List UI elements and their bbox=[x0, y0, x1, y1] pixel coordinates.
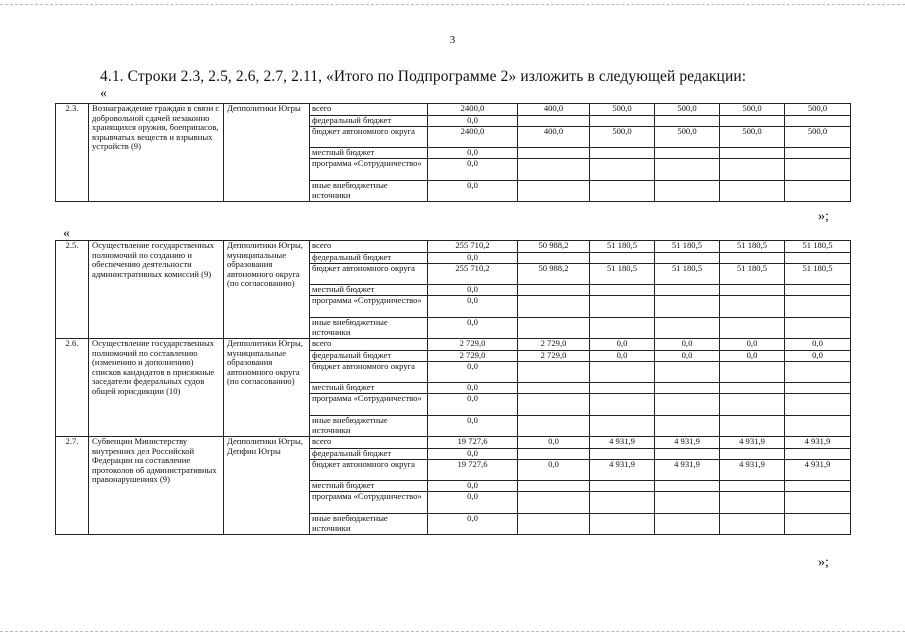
amount-total-cell: 0,0 bbox=[428, 148, 518, 159]
amount-year-cell: 4 931,9 bbox=[720, 460, 785, 481]
funding-source: программа «Сотрудничество» bbox=[310, 394, 428, 416]
funding-source: программа «Сотрудничество» bbox=[310, 492, 428, 514]
amount-year-cell: 500,0 bbox=[655, 104, 720, 116]
funding-source: бюджет автономного округа bbox=[310, 264, 428, 285]
amount-year-cell bbox=[518, 253, 590, 264]
amount-year-cell bbox=[655, 318, 720, 339]
amount-year-cell: 4 931,9 bbox=[720, 437, 785, 449]
opening-quote: « bbox=[63, 226, 70, 241]
amount-year-cell bbox=[785, 362, 851, 383]
amount-year-cell: 500,0 bbox=[720, 104, 785, 116]
amendment-heading: 4.1. Строки 2.3, 2.5, 2.6, 2.7, 2.11, «Итого по Подпрограмме 2» изложить в следующей редакции: bbox=[100, 68, 747, 85]
amount-year-cell bbox=[655, 449, 720, 460]
amount-year-cell: 2 729,0 bbox=[518, 351, 590, 362]
amount-total-cell: 2 729,0 bbox=[428, 351, 518, 362]
amount-year-cell bbox=[590, 159, 655, 181]
funding-source: иные внебюджетные источники bbox=[310, 318, 428, 339]
amount-year-cell bbox=[518, 492, 590, 514]
responsible-executor: Депполитики Югры, муниципальные образования автономного округа (по согласованию) bbox=[224, 241, 310, 339]
closing-quote: »; bbox=[818, 555, 829, 570]
scan-border-bottom bbox=[0, 631, 905, 632]
amount-year-cell: 4 931,9 bbox=[785, 437, 851, 449]
amount-year-cell bbox=[720, 449, 785, 460]
amount-year-cell bbox=[655, 492, 720, 514]
amount-year-cell bbox=[655, 159, 720, 181]
amount-year-cell bbox=[720, 394, 785, 416]
funding-source: программа «Сотрудничество» bbox=[310, 159, 428, 181]
amount-year-cell bbox=[785, 394, 851, 416]
amount-total-cell: 255 710,2 bbox=[428, 241, 518, 253]
amount-total-cell: 0,0 bbox=[428, 181, 518, 202]
amount-year-cell bbox=[785, 116, 851, 127]
funding-source: федеральный бюджет bbox=[310, 351, 428, 362]
amount-total-cell: 0,0 bbox=[428, 383, 518, 394]
funding-source: бюджет автономного округа bbox=[310, 362, 428, 383]
amount-year-cell bbox=[518, 394, 590, 416]
activity-name: Осуществление государственных полномочий по составлению (изменению и дополнению) списков кандидатов в присяжные заседатели федеральных судов общей юрисдикции (10) bbox=[89, 339, 224, 437]
amount-year-cell bbox=[590, 253, 655, 264]
funding-source: всего bbox=[310, 241, 428, 253]
amount-year-cell bbox=[655, 383, 720, 394]
amount-year-cell: 4 931,9 bbox=[655, 460, 720, 481]
amount-year-cell bbox=[590, 383, 655, 394]
funding-source: всего bbox=[310, 104, 428, 116]
amount-year-cell bbox=[590, 296, 655, 318]
amount-year-cell bbox=[590, 449, 655, 460]
amount-year-cell bbox=[720, 383, 785, 394]
funding-source: местный бюджет bbox=[310, 481, 428, 492]
amount-year-cell bbox=[720, 362, 785, 383]
amount-year-cell: 4 931,9 bbox=[590, 437, 655, 449]
amount-total-cell: 0,0 bbox=[428, 296, 518, 318]
amount-year-cell bbox=[655, 148, 720, 159]
responsible-executor: Депполитики Югры, муниципальные образования автономного округа (по согласованию) bbox=[224, 339, 310, 437]
amount-year-cell bbox=[785, 481, 851, 492]
amount-year-cell bbox=[785, 148, 851, 159]
funding-source: местный бюджет bbox=[310, 383, 428, 394]
amount-year-cell bbox=[518, 116, 590, 127]
amount-year-cell: 51 180,5 bbox=[785, 264, 851, 285]
amount-year-cell bbox=[590, 492, 655, 514]
amount-total-cell: 0,0 bbox=[428, 449, 518, 460]
amount-year-cell bbox=[590, 416, 655, 437]
amount-year-cell bbox=[655, 362, 720, 383]
amount-year-cell bbox=[590, 181, 655, 202]
amount-year-cell bbox=[720, 416, 785, 437]
amount-year-cell bbox=[720, 181, 785, 202]
amount-year-cell: 4 931,9 bbox=[785, 460, 851, 481]
amount-year-cell: 500,0 bbox=[590, 104, 655, 116]
amount-year-cell bbox=[785, 383, 851, 394]
amount-year-cell: 500,0 bbox=[785, 127, 851, 148]
amount-year-cell: 400,0 bbox=[518, 104, 590, 116]
amount-year-cell bbox=[720, 116, 785, 127]
amount-year-cell: 0,0 bbox=[785, 339, 851, 351]
amount-year-cell bbox=[655, 253, 720, 264]
page-number: 3 bbox=[449, 34, 456, 46]
activity-name: Вознаграждение граждан в связи с добровольной сдачей незаконно хранящихся оружия, боеприпасов, взрывчатых веществ и взрывных устройств (9) bbox=[89, 104, 224, 202]
amount-year-cell bbox=[655, 296, 720, 318]
funding-source: всего bbox=[310, 437, 428, 449]
amount-year-cell bbox=[720, 285, 785, 296]
amount-year-cell: 0,0 bbox=[590, 339, 655, 351]
amount-year-cell bbox=[785, 253, 851, 264]
row-number: 2.5. bbox=[56, 241, 89, 339]
amount-year-cell bbox=[785, 416, 851, 437]
amount-year-cell bbox=[590, 285, 655, 296]
amount-year-cell: 0,0 bbox=[655, 351, 720, 362]
amount-year-cell bbox=[785, 492, 851, 514]
row-number: 2.7. bbox=[56, 437, 89, 535]
activity-name: Субвенции Министерству внутренних дел Российской Федерации на составление протоколов об административных правонарушениях (9) bbox=[89, 437, 224, 535]
funding-source: всего bbox=[310, 339, 428, 351]
amount-year-cell bbox=[720, 148, 785, 159]
budget-table-row-2-3 bbox=[55, 103, 851, 202]
funding-source: иные внебюджетные источники bbox=[310, 181, 428, 202]
scan-border-top bbox=[0, 4, 905, 5]
amount-total-cell: 0,0 bbox=[428, 394, 518, 416]
amount-year-cell bbox=[655, 394, 720, 416]
amount-year-cell bbox=[720, 514, 785, 535]
amount-year-cell bbox=[655, 481, 720, 492]
amount-year-cell bbox=[785, 318, 851, 339]
activity-name: Осуществление государственных полномочий по созданию и обеспечению деятельности административных комиссий (9) bbox=[89, 241, 224, 339]
amount-year-cell bbox=[720, 492, 785, 514]
amount-year-cell: 500,0 bbox=[785, 104, 851, 116]
budget-table-rows-2-5-to-2-7 bbox=[55, 240, 851, 535]
table-row bbox=[56, 241, 851, 253]
amount-year-cell bbox=[655, 116, 720, 127]
amount-year-cell: 500,0 bbox=[655, 127, 720, 148]
amount-total-cell: 0,0 bbox=[428, 416, 518, 437]
amount-total-cell: 2400,0 bbox=[428, 127, 518, 148]
row-number: 2.6. bbox=[56, 339, 89, 437]
table-row bbox=[56, 437, 851, 449]
funding-source: местный бюджет bbox=[310, 148, 428, 159]
amount-year-cell: 0,0 bbox=[655, 339, 720, 351]
responsible-executor: Депполитики Югры bbox=[224, 104, 310, 202]
amount-year-cell bbox=[590, 148, 655, 159]
amount-year-cell bbox=[518, 514, 590, 535]
amount-year-cell: 51 180,5 bbox=[720, 241, 785, 253]
funding-source: иные внебюджетные источники bbox=[310, 514, 428, 535]
amount-year-cell bbox=[720, 296, 785, 318]
amount-year-cell bbox=[655, 285, 720, 296]
amount-year-cell bbox=[720, 159, 785, 181]
amount-year-cell bbox=[590, 362, 655, 383]
amount-year-cell: 4 931,9 bbox=[590, 460, 655, 481]
amount-year-cell: 51 180,5 bbox=[590, 241, 655, 253]
opening-quote: « bbox=[100, 86, 107, 101]
amount-year-cell: 51 180,5 bbox=[655, 241, 720, 253]
amount-total-cell: 2400,0 bbox=[428, 104, 518, 116]
amount-year-cell bbox=[518, 383, 590, 394]
amount-year-cell: 51 180,5 bbox=[720, 264, 785, 285]
amount-total-cell: 0,0 bbox=[428, 253, 518, 264]
amount-year-cell: 50 988,2 bbox=[518, 264, 590, 285]
amount-year-cell bbox=[518, 481, 590, 492]
amount-year-cell: 500,0 bbox=[720, 127, 785, 148]
amount-year-cell bbox=[785, 159, 851, 181]
amount-year-cell bbox=[785, 285, 851, 296]
amount-year-cell bbox=[720, 318, 785, 339]
amount-total-cell: 19 727,6 bbox=[428, 460, 518, 481]
amount-year-cell: 51 180,5 bbox=[590, 264, 655, 285]
amount-total-cell: 0,0 bbox=[428, 285, 518, 296]
amount-year-cell bbox=[785, 296, 851, 318]
funding-source: иные внебюджетные источники bbox=[310, 416, 428, 437]
amount-year-cell bbox=[590, 514, 655, 535]
amount-year-cell bbox=[590, 481, 655, 492]
amount-total-cell: 255 710,2 bbox=[428, 264, 518, 285]
amount-year-cell bbox=[655, 416, 720, 437]
amount-total-cell: 0,0 bbox=[428, 481, 518, 492]
amount-year-cell: 0,0 bbox=[590, 351, 655, 362]
amount-year-cell: 4 931,9 bbox=[655, 437, 720, 449]
amount-year-cell: 0,0 bbox=[785, 351, 851, 362]
amount-year-cell bbox=[518, 159, 590, 181]
amount-year-cell: 2 729,0 bbox=[518, 339, 590, 351]
amount-year-cell bbox=[655, 514, 720, 535]
amount-year-cell bbox=[590, 394, 655, 416]
funding-source: федеральный бюджет bbox=[310, 253, 428, 264]
funding-source: бюджет автономного округа bbox=[310, 460, 428, 481]
amount-total-cell: 2 729,0 bbox=[428, 339, 518, 351]
amount-total-cell: 0,0 bbox=[428, 514, 518, 535]
amount-year-cell: 500,0 bbox=[590, 127, 655, 148]
amount-total-cell: 0,0 bbox=[428, 318, 518, 339]
funding-source: федеральный бюджет bbox=[310, 449, 428, 460]
table-row bbox=[56, 339, 851, 351]
amount-year-cell: 50 988,2 bbox=[518, 241, 590, 253]
amount-year-cell bbox=[518, 296, 590, 318]
amount-year-cell bbox=[785, 449, 851, 460]
table-row bbox=[56, 104, 851, 116]
closing-quote: »; bbox=[818, 209, 829, 224]
amount-year-cell: 0,0 bbox=[518, 437, 590, 449]
amount-year-cell bbox=[518, 181, 590, 202]
amount-year-cell: 0,0 bbox=[720, 351, 785, 362]
amount-total-cell: 0,0 bbox=[428, 116, 518, 127]
amount-total-cell: 19 727,6 bbox=[428, 437, 518, 449]
amount-year-cell bbox=[518, 449, 590, 460]
amount-year-cell bbox=[720, 253, 785, 264]
amount-year-cell: 0,0 bbox=[518, 460, 590, 481]
funding-source: бюджет автономного округа bbox=[310, 127, 428, 148]
amount-year-cell: 51 180,5 bbox=[655, 264, 720, 285]
amount-year-cell bbox=[655, 181, 720, 202]
amount-year-cell: 0,0 bbox=[720, 339, 785, 351]
funding-source: местный бюджет bbox=[310, 285, 428, 296]
amount-year-cell bbox=[785, 181, 851, 202]
amount-year-cell: 400,0 bbox=[518, 127, 590, 148]
amount-year-cell bbox=[518, 416, 590, 437]
amount-year-cell bbox=[518, 148, 590, 159]
amount-total-cell: 0,0 bbox=[428, 492, 518, 514]
amount-year-cell bbox=[785, 514, 851, 535]
amount-total-cell: 0,0 bbox=[428, 362, 518, 383]
funding-source: федеральный бюджет bbox=[310, 116, 428, 127]
amount-year-cell bbox=[518, 318, 590, 339]
amount-year-cell bbox=[590, 116, 655, 127]
row-number: 2.3. bbox=[56, 104, 89, 202]
responsible-executor: Депполитики Югры, Депфин Югры bbox=[224, 437, 310, 535]
amount-year-cell: 51 180,5 bbox=[785, 241, 851, 253]
amount-year-cell bbox=[590, 318, 655, 339]
amount-year-cell bbox=[518, 285, 590, 296]
amount-year-cell bbox=[518, 362, 590, 383]
funding-source: программа «Сотрудничество» bbox=[310, 296, 428, 318]
amount-total-cell: 0,0 bbox=[428, 159, 518, 181]
amount-year-cell bbox=[720, 481, 785, 492]
